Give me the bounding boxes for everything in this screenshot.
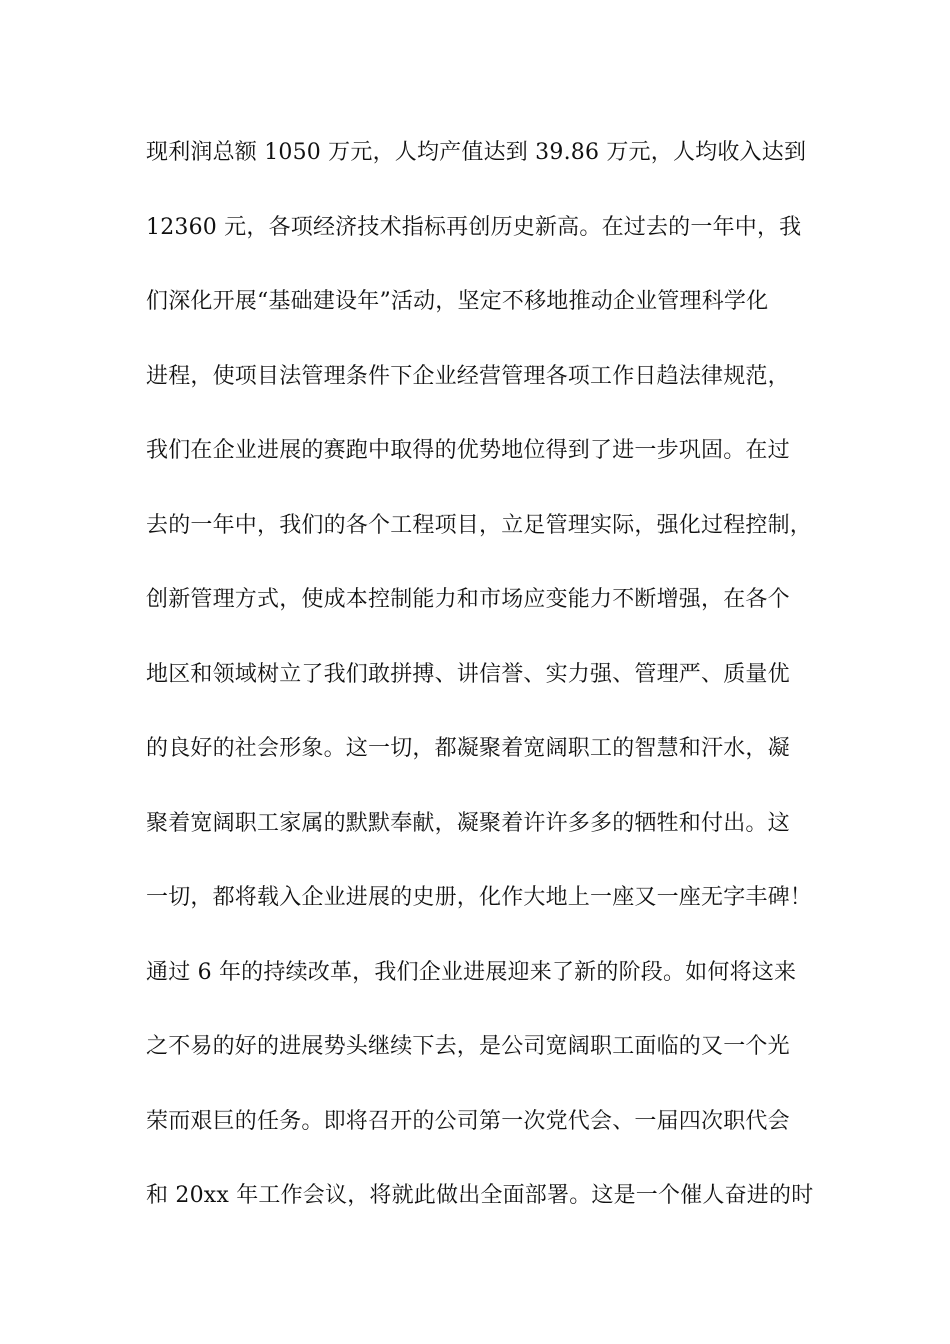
text-line-10: 聚着宽阔职工家属的默默奉献，凝聚着许许多多的牺牲和付出。这 [146, 810, 790, 836]
text-line-14: 荣而艰巨的任务。即将召开的公司第一次党代会、一届四次职代会 [146, 1108, 790, 1134]
text-line-8: 地区和领域树立了我们敢拼搏、讲信誉、实力强、管理严、质量优 [146, 661, 790, 687]
text-line-6: 去的一年中，我们的各个工程项目，立足管理实际，强化过程控制， [146, 512, 813, 538]
text-line-7: 创新管理方式，使成本控制能力和市场应变能力不断增强，在各个 [146, 587, 790, 612]
text-line-11: 一切，都将载入企业进展的史册，化作大地上一座又一座无字丰碑！ [146, 885, 813, 910]
text-line-5: 我们在企业进展的赛跑中取得的优势地位得到了进一步巩固。在过 [146, 438, 790, 463]
text-line-13: 之不易的好的进展势头继续下去，是公司宽阔职工面临的又一个光 [146, 1034, 790, 1059]
text-line-4: 进程，使项目法管理条件下企业经营管理各项工作日趋法律规范， [146, 363, 790, 389]
text-line-9: 的良好的社会形象。这一切，都凝聚着宽阔职工的智慧和汗水，凝 [146, 736, 790, 761]
text-line-12: 通过 6 年的持续改革，我们企业进展迎来了新的阶段。如何将这来 [146, 959, 797, 985]
text-line-3: 们深化开展“基础建设年”活动，坚定不移地推动企业管理科学化 [146, 289, 769, 314]
body-text [146, 131, 846, 1249]
text-line-1: 现利润总额 1050 万元，人均产值达到 39.86 万元，人均收入达到 [146, 140, 807, 165]
text-line-2: 12360 元，各项经济技术指标再创历史新高。在过去的一年中，我 [146, 214, 802, 240]
text-line-15: 和 20xx 年工作会议，将就此做出全面部署。这是一个催人奋进的时 [146, 1183, 814, 1208]
